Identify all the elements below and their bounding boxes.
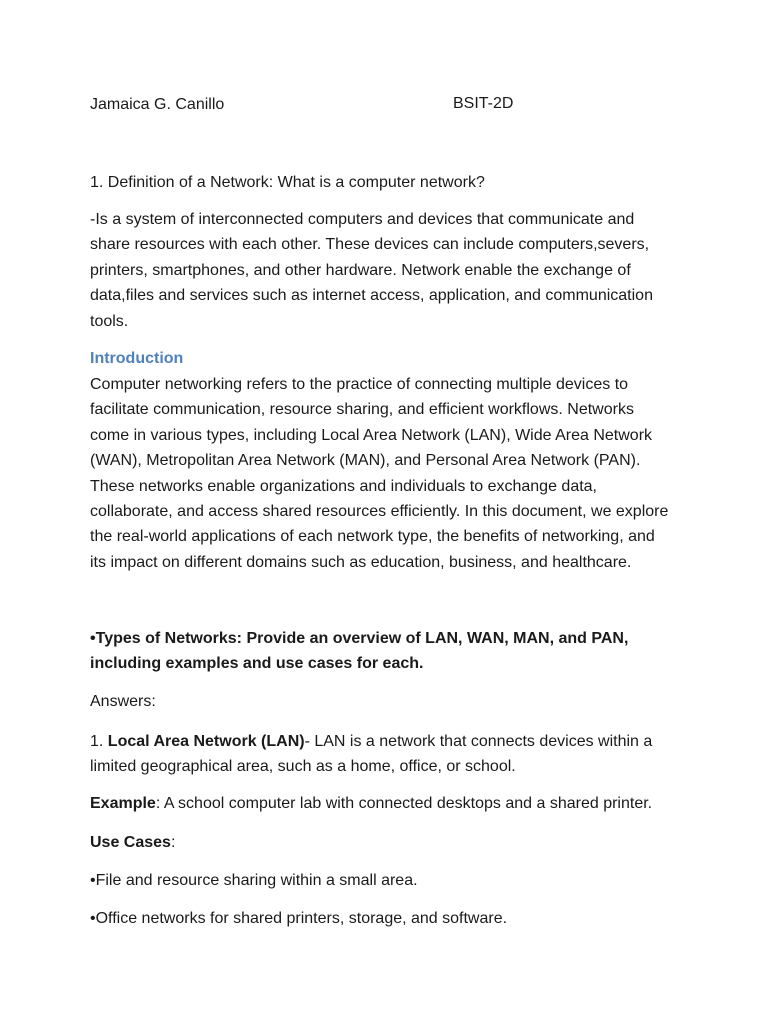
use-cases-label: Use Cases xyxy=(90,834,171,851)
answers-label: Answers: xyxy=(90,693,156,710)
prompt-line: including examples and use cases for each. xyxy=(90,655,424,673)
intro-line: Computer networking refers to the practice of connecting multiple devices to xyxy=(90,376,629,393)
lan-definition xyxy=(90,729,690,780)
answer-line: tools. xyxy=(90,312,129,330)
introduction-body xyxy=(90,372,690,575)
question-1-answer xyxy=(90,207,690,334)
example-label: Example xyxy=(90,795,156,812)
intro-line: its impact on different domains such as education, business, and healthcare. xyxy=(90,553,632,571)
lan-definition-line-1 xyxy=(90,729,690,754)
intro-line: collaborate, and access shared resources efficiently. In this document, we explore xyxy=(90,503,669,521)
intro-line: come in various types, including Local Area Network (LAN), Wide Area Network xyxy=(90,426,653,444)
introduction-heading: Introduction xyxy=(90,350,184,367)
lan-example xyxy=(90,794,652,814)
answer-line: share resources with each other. These devices can include computers,severs, xyxy=(90,236,650,254)
use-case-item: •Office networks for shared printers, storage, and software. xyxy=(90,910,508,927)
lan-definition-line-2: limited geographical area, such as a home, office, or school. xyxy=(90,758,516,776)
use-cases-colon: : xyxy=(170,834,176,851)
prompt-line: •Types of Networks: Provide an overview of LAN, WAN, MAN, and PAN, xyxy=(90,630,629,647)
example-text: : A school computer lab with connected desktops and a shared printer. xyxy=(155,795,653,812)
use-case-item: •File and resource sharing within a small area. xyxy=(90,872,418,889)
answer-line: printers, smartphones, and other hardware. Network enable the exchange of xyxy=(90,261,631,279)
student-name: Jamaica G. Canillo xyxy=(90,96,225,113)
question-1-title: 1. Definition of a Network: What is a computer network? xyxy=(90,174,485,191)
lan-definition-text: - LAN is a network that connects devices within a xyxy=(304,733,653,750)
types-of-networks-prompt xyxy=(90,626,690,677)
intro-line: (WAN), Metropolitan Area Network (MAN), and Personal Area Network (PAN). xyxy=(90,452,641,470)
intro-line: facilitate communication, resource sharing, and efficient workflows. Networks xyxy=(90,401,634,419)
class-section: BSIT-2D xyxy=(453,95,514,112)
answer-line: -Is a system of interconnected computers and devices that communicate and xyxy=(90,211,635,228)
lan-number: 1. xyxy=(90,733,108,750)
lan-use-cases-label xyxy=(90,833,175,853)
intro-line: These networks enable organizations and individuals to exchange data, xyxy=(90,477,597,495)
lan-term: Local Area Network (LAN) xyxy=(107,733,305,750)
intro-line: the real-world applications of each network type, the benefits of networking, and xyxy=(90,528,655,546)
answer-line: data,files and services such as internet access, application, and communication xyxy=(90,287,653,305)
